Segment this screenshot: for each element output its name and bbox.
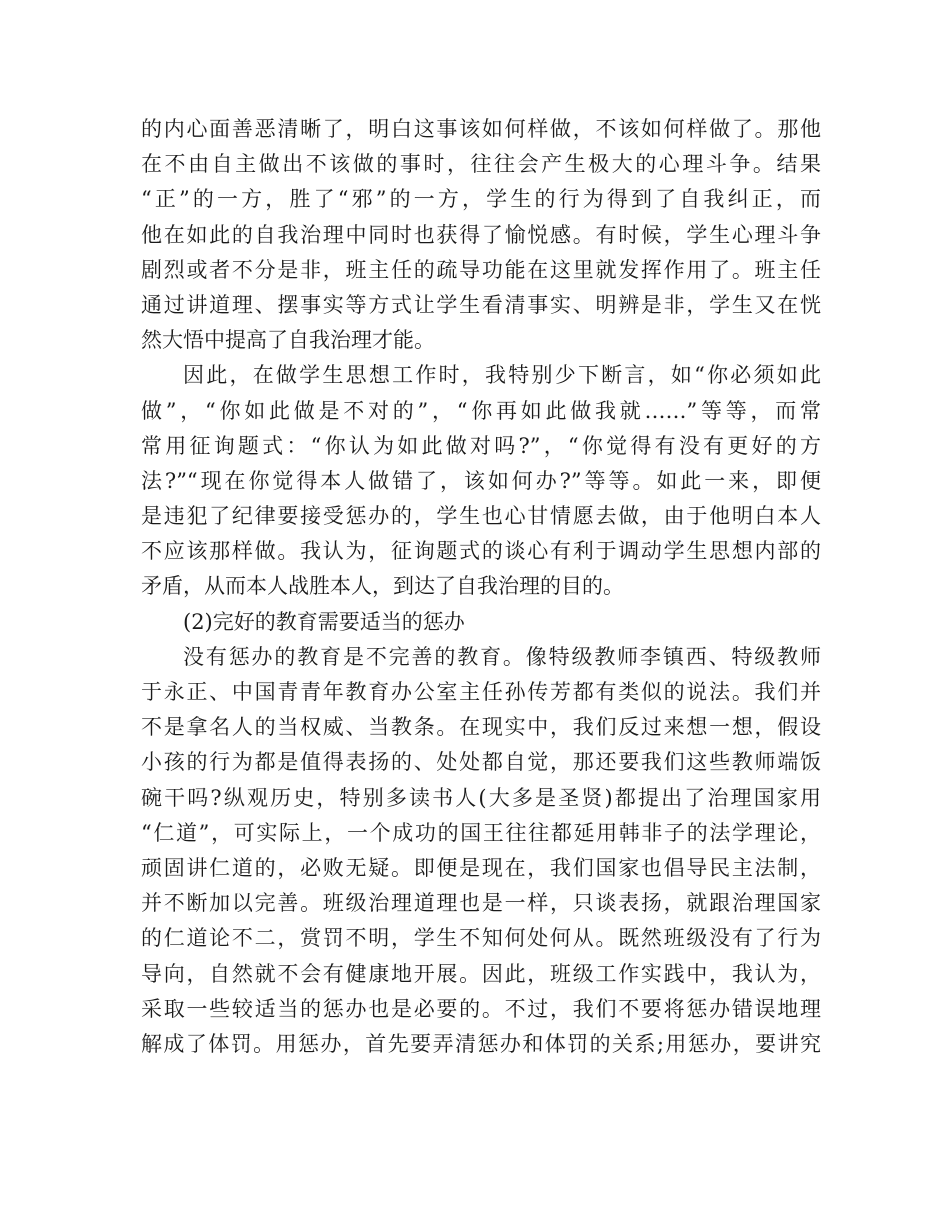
text-line: 并不断加以完善。班级治理道理也是一样，只谈表扬，就跟治理国家	[141, 891, 821, 916]
text-line: 导向，自然就不会有健康地开展。因此，班级工作实践中，我认为，	[141, 961, 821, 986]
text-line: 不是拿名人的当权威、当教条。在现实中，我们反过来想一想，假设	[141, 715, 821, 740]
text-line: 常用征询题式：“你认为如此做对吗?”，“你觉得有没有更好的方	[141, 433, 821, 458]
text-line: 矛盾，从而本人战胜本人，到达了自我治理的目的。	[141, 574, 624, 599]
text-line: “正”的一方，胜了“邪”的一方，学生的行为得到了自我纠正，而	[141, 187, 821, 212]
text-line: 顽固讲仁道的，必败无疑。即便是现在，我们国家也倡导民主法制，	[141, 855, 821, 880]
text-line: 是违犯了纪律要接受惩办的，学生也心甘情愿去做，由于他明白本人	[141, 504, 821, 529]
text-line: “仁道”，可实际上，一个成功的国王往往都延用韩非子的法学理论，	[141, 820, 821, 845]
text-line: 采取一些较适当的惩办也是必要的。不过，我们不要将惩办错误地理	[141, 996, 821, 1021]
section-heading	[141, 605, 821, 640]
text-line: 不应该那样做。我认为，征询题式的谈心有利于调动学生思想内部的	[141, 539, 821, 564]
text-line: 他在如此的自我治理中同时也获得了愉悦感。有时候，学生心理斗争	[141, 222, 821, 247]
text-line: 小孩的行为都是值得表扬的、处处都自觉，那还要我们这些教师端饭	[141, 750, 821, 775]
text-line: 于永正、中国青青年教育办公室主任孙传芳都有类似的说法。我们并	[141, 680, 821, 704]
paragraph-punishment	[141, 640, 821, 1062]
text-line: 因此，在做学生思想工作时，我特别少下断言，如“你必须如此	[183, 363, 821, 388]
heading-text: (2)完好的教育需要适当的惩办	[183, 609, 465, 634]
text-line: 在不由自主做出不该做的事时，往往会产生极大的心理斗争。结果	[141, 152, 821, 177]
text-line: 然大悟中提高了自我治理才能。	[141, 328, 435, 353]
text-line: 法?”“现在你觉得本人做错了，该如何办?”等等。如此一来，即便	[141, 468, 821, 493]
paragraph-inquiry-method	[141, 358, 821, 604]
text-line: 通过讲道理、摆事实等方式让学生看清事实、明辨是非，学生又在恍	[141, 292, 821, 317]
text-line: 的内心面善恶清晰了，明白这事该如何样做，不该如何样做了。那他	[141, 117, 821, 141]
text-line: 的仁道论不二，赏罚不明，学生不知何处何从。既然班级没有了行为	[141, 926, 821, 951]
paragraph-continuation	[141, 112, 821, 358]
text-line: 碗干吗?纵观历史，特别多读书人(大多是圣贤)都提出了治理国家用	[141, 785, 821, 810]
document-body	[141, 112, 821, 1062]
text-line: 没有惩办的教育是不完善的教育。像特级教师李镇西、特级教师	[183, 644, 821, 669]
text-line: 解成了体罚。用惩办，首先要弄清惩办和体罚的关系;用惩办，要讲究	[141, 1031, 821, 1056]
text-line: 做”，“你如此做是不对的”，“你再如此做我就……”等等，而常	[141, 398, 821, 423]
text-line: 剧烈或者不分是非，班主任的疏导功能在这里就发挥作用了。班主任	[141, 257, 821, 282]
